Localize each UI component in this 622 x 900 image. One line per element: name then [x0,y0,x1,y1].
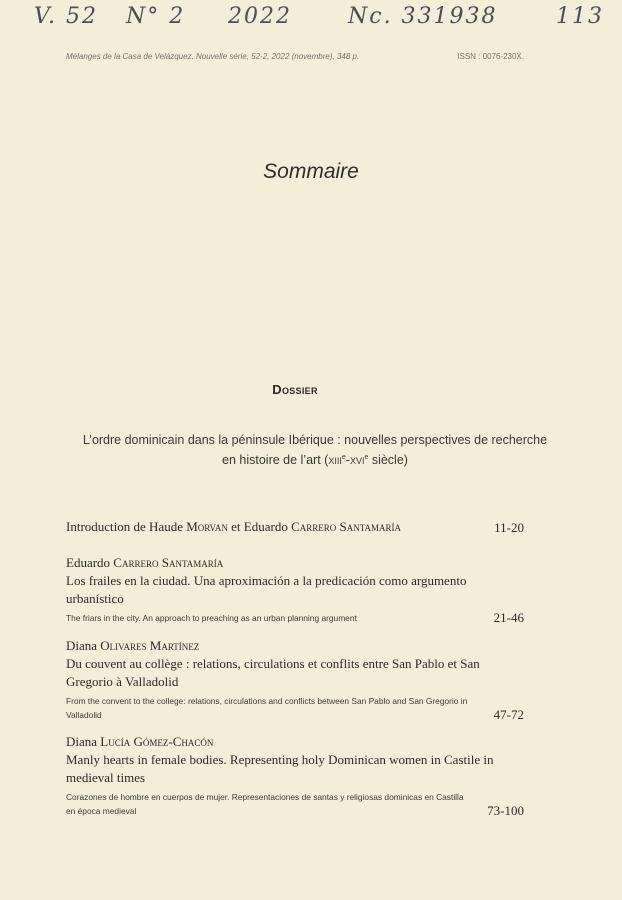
journal-reference: Mélanges de la Casa de Velázquez. Nouvelle série, 52-2, 2022 (novembre), 348 p. [66,52,360,61]
section-heading: Dossier [272,382,318,397]
article-author: Diana Olivares Martínez [66,638,200,653]
handwritten-volume: V. 52 [34,4,99,29]
handwritten-year: 2022 [228,4,292,29]
handwritten-number: N° 2 [126,4,186,29]
journal-header [66,52,524,61]
page-range: 47-72 [493,707,524,722]
page-title: Sommaire [263,160,359,183]
page-range: 21-46 [493,610,524,625]
theme-line-1: L’ordre dominicain dans la péninsule Ibérique : nouvelles perspectives de recherche [82,433,548,447]
toc-entry-article [66,554,524,625]
toc-entry-article [66,637,524,722]
page-range: 11-20 [494,520,524,535]
article-title: Du couvent au collège : relations, circulations et conflits entre San Pablo et San Gregorio à Valladolid [66,656,480,689]
article-author: Diana Lucía Gómez-Chacón [66,734,214,749]
toc-entry-introduction [66,518,524,536]
article-translation: The friars in the city. An approach to preaching as an urban planning argument [66,613,357,623]
toc-entry-article [66,733,524,818]
article-translation: Corazones de hombre en cuerpos de mujer. Representaciones de santas y religiosas dominicas en Castilla en época medieval [66,792,464,816]
article-title: Los frailes en la ciudad. Una aproximación a la predicación como argumento urbanístico [66,573,467,606]
handwritten-reference: Nc. 331938 [348,4,498,29]
article-title: Manly hearts in female bodies. Representing holy Dominican women in Castile in medieval times [66,752,494,785]
article-translation: From the convent to the college: relations, circulations and conflicts between San Pablo and San Gregorio in Valladolid [66,696,468,720]
introduction-text: Introduction de Haude Morvan et Eduardo Carrero Santamaría [66,519,402,534]
page-range: 73-100 [487,803,524,818]
handwritten-code: 113 [556,4,604,29]
theme-line-2: en histoire de l’art (xiii$^e$-xvi$^e$ siècle) [222,453,408,468]
article-author: Eduardo Carrero Santamaría [66,555,224,570]
dossier-theme [40,432,590,469]
issn-number: ISSN : 0076-230X. [457,52,524,61]
